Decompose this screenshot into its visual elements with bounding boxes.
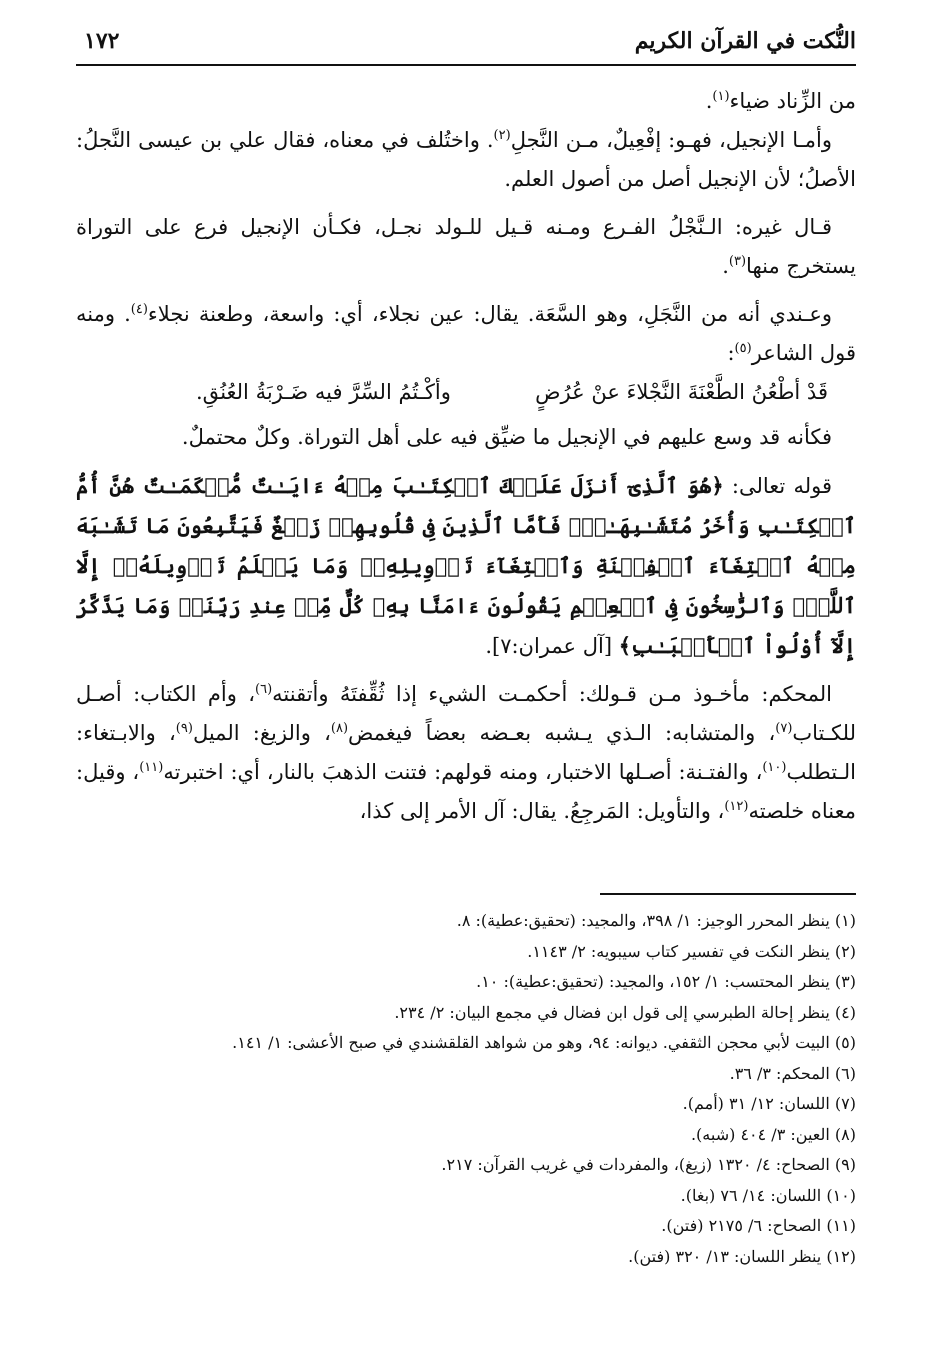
p1-text: من الزِّناد ضياء: [729, 89, 856, 113]
p7-text-f: ، والفتـنة: أصـلها الاختبار، ومنه قولهم: فتنت الذهبَ بالنار، أي: اختبرته: [163, 760, 763, 784]
footnote-ref-9: (٩): [175, 721, 193, 736]
p7-text-d: ، والزيغ: الميل: [192, 721, 331, 745]
paragraph-1: [76, 82, 856, 121]
footnote-item: (٩) الصحاح: ٤/ ١٣٢٠ (زيغ)، والمفردات في غريب القرآن: ٢١٧.: [441, 1155, 856, 1174]
footnote-item: (١٠) اللسان: ١٤/ ٧٦ (بغا).: [680, 1185, 856, 1205]
footnote-item: (٦) المحكم: ٣/ ٣٦.: [729, 1063, 856, 1083]
page-header: [76, 26, 856, 66]
p4-text-c: :: [727, 341, 735, 365]
paragraph-7: [76, 675, 856, 831]
footnote-ref-7: (٧): [775, 721, 793, 736]
paragraph-4: [76, 295, 856, 373]
paragraph-6-quran: [76, 466, 856, 666]
poetry-verse: [76, 373, 856, 412]
footnote-ref-10: (١٠): [762, 760, 787, 775]
footnote-item: (٧) اللسان: ١٢/ ٣١ (أمم).: [682, 1094, 856, 1113]
verse-hemistich-1: قَدْ أطْعُنُ الطَّعْنَةَ النَّجْلاءَ عنْ عُرُضٍ: [535, 380, 828, 404]
paragraph-3: [76, 208, 856, 286]
p6-lead: قوله تعالى:: [723, 474, 832, 498]
footnote-ref-3: (٣): [728, 254, 747, 269]
paragraph-5: فكأنه قد وسع عليهم في الإنجيل ما ضيِّق فيه على أهل التوراة. وكلٌ محتملٌ.: [181, 425, 832, 449]
p2-text-a: وأمـا الإنجيل، فهـو: إفْعِيلٌ، مـن النَّجلِ: [510, 128, 832, 152]
footnote-ref-1: (١): [712, 89, 730, 104]
footnote-ref-8: (٨): [330, 721, 349, 736]
header-rule: [76, 64, 856, 66]
main-text: [76, 82, 856, 840]
running-title: النُّكت في القرآن الكريم: [634, 28, 856, 54]
footnote-ref-12: (١٢): [724, 799, 749, 814]
footnote-item: (٣) ينظر المحتسب: ١/ ١٥٢، والمجيد: (تحقيق:عطية): ١٠.: [476, 972, 856, 991]
footnote-item: (١٢) ينظر اللسان: ١٣/ ٣٢٠ (فتن).: [628, 1246, 856, 1266]
footnote-ref-11: (١١): [139, 760, 164, 775]
p3-text: قـال غيره: الـنَّجْلُ الفـرع ومـنه قـيل للـولد نجـل، فكـأن الإنجيل فرع على التوراة يستخرج منها: [76, 215, 856, 278]
footnote-ref-2: (٢): [493, 128, 511, 143]
p2-text-b: . واختُلف في معناه، فقال علي بن عيسى النَّجلُ: الأصلُ؛ لأن الإنجيل أصل من أصول العلم.: [76, 128, 856, 191]
footnote-ref-5: (٥): [734, 341, 752, 356]
p7-text-b: ، وأم الكتاب: أصـل للكـتاب: [76, 682, 856, 745]
p7-text-e: ، والابـتغاء: الـتطلب: [76, 721, 856, 784]
footnote-item: (٨) العين: ٣/ ٤٠٤ (شبه).: [690, 1124, 856, 1144]
footnotes: [76, 906, 856, 1272]
p7-text-g: ، وقيل: معناه خلصته: [76, 760, 856, 823]
quran-verse: ﴿هُوَ ٱلَّذِىٓ أَنزَلَ عَلَيۡكَ ٱلۡكِتَـٰبَ مِنۡهُ ءَايَـٰتٌ مُّحۡكَمَـٰتٌ هُنَّ أُمُّ ٱلۡكِتَـٰبِ وَأُخَرُ مُتَشَـٰبِهَـٰتٌۖ فَأَمَّا ٱلَّذِينَ فِى قُلُوبِهِمۡ زَيۡغٌ فَيَتَّبِعُونَ مَا تَشَـٰبَهَ مِنۡهُ ٱبۡتِغَآءَ ٱلۡفِتۡنَةِ وَٱبۡتِغَآءَ تَأۡوِيلِهِۦۗ وَمَا يَعۡلَمُ تَأۡوِيلَهُۥٓ إِلَّا ٱللَّهُۗ وَٱلرَّٰسِخُونَ فِى ٱلۡعِلۡمِ يَقُولُونَ ءَامَنَّا بِهِۦ كُلٌّ مِّنۡ عِندِ رَبِّنَاۗ وَمَا يَذَّكَّرُ إِلَّآ أُوْلُواْ ٱلۡأَلۡبَـٰبِ﴾: [76, 473, 856, 658]
footnote-item: (٥) البيت لأبي محجن الثقفي. ديوانه: ٩٤، وهو من شواهد القلقشندي في صبح الأعشى: ١/ ١٤١.: [232, 1033, 856, 1052]
surah-reference: [آل عمران:٧].: [485, 634, 619, 658]
footnote-item: (٤) ينظر إحالة الطبرسي إلى قول ابن فضال في مجمع البيان: ٢/ ٢٣٤.: [394, 1002, 856, 1022]
footnote-item: (١١) الصحاح: ٦/ ٢١٧٥ (فتن).: [661, 1216, 856, 1235]
p7-text-h: ، والتأويل: المَرجِعُ. يقال: آل الأمر إلى كذا،: [359, 799, 725, 823]
p4-text-a: وعـندي أنه من النَّجَلِ، وهو السَّعَة. يقال: عين نجلاء، أي: واسعة، وطعنة نجلاء: [147, 302, 832, 326]
p3-tail: .: [722, 254, 729, 278]
paragraph-2: [76, 121, 856, 199]
page-number: ١٧٢: [84, 28, 120, 54]
p4-text-b: . ومنه قول الشاعر: [76, 302, 856, 365]
p7-text-c: ، والمتشابه: الـذي يـشبه بعـضه بعضاً فيغمض: [348, 721, 776, 745]
footnote-separator: [600, 893, 856, 895]
footnote-item: (١) ينظر المحرر الوجيز: ١/ ٣٩٨، والمجيد: (تحقيق:عطية): ٨.: [456, 911, 856, 930]
p7-text-a: المحكم: مأخـوذ مـن قـولك: أحكمـت الشيء إذا ثُقِّفتَهُ وأتقنته: [272, 682, 832, 706]
footnote-ref-4: (٤): [130, 302, 148, 317]
verse-hemistich-2: وأكْـتُمُ السِّرَّ فيه ضَـرْبَةُ العُنُقِ.: [196, 380, 451, 404]
footnote-ref-6: (٦): [255, 682, 273, 697]
footnote-item: (٢) ينظر النكت في تفسير كتاب سيبويه: ٢/ ١١٤٣.: [527, 941, 856, 961]
p1-tail: .: [705, 89, 713, 113]
